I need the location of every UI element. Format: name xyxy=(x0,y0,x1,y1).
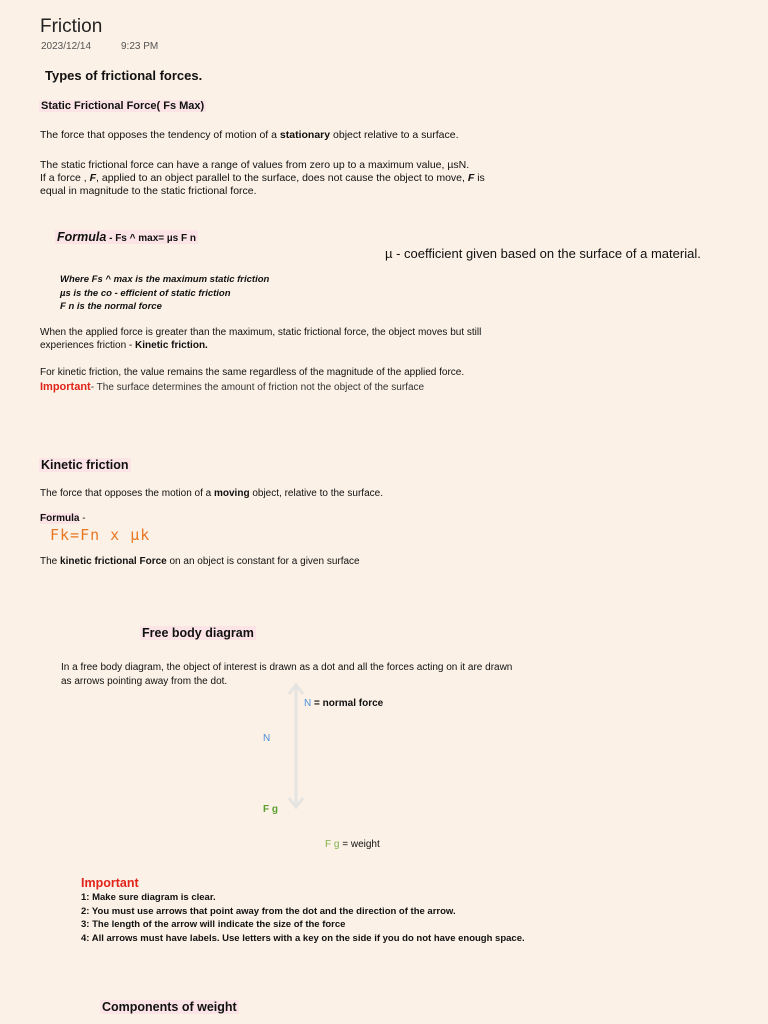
fg-label: F g xyxy=(263,804,278,815)
mu-note: µ - coefficient given based on the surface of a material. xyxy=(385,246,701,261)
static-p2-line3: equal in magnitude to the static frictional force. xyxy=(40,185,257,197)
static-p3-kinetic: Kinetic friction. xyxy=(135,340,208,351)
kinetic-formula-dash: - xyxy=(79,513,86,524)
fbd-line1: In a free body diagram, the object of interest is drawn as a dot and all the forces acting on it are drawn xyxy=(61,662,513,673)
static-p1-text-end: object relative to a surface. xyxy=(330,129,459,141)
kinetic-p1-a: The force that opposes the motion of a xyxy=(40,488,214,499)
kinetic-heading: Kinetic friction xyxy=(41,458,129,472)
important-text: - The surface determines the amount of friction not the object of the surface xyxy=(90,382,425,393)
static-p4: For kinetic friction, the value remains the same regardless of the magnitude of the applied force. xyxy=(40,367,465,378)
static-formula-text: - Fs ^ max= µs F n xyxy=(106,233,196,244)
static-p2-line2-c: , applied to an object parallel to the surface, does not cause the object to move, xyxy=(96,172,468,184)
kinetic-p1-c: object, relative to the surface. xyxy=(249,488,383,499)
kinetic-p1 xyxy=(40,487,383,500)
static-p2-line2 xyxy=(40,172,485,185)
static-p3-line2-a: experiences friction - xyxy=(40,340,136,351)
kinetic-p2-a: The xyxy=(40,556,61,567)
static-p2 xyxy=(40,159,485,198)
static-p2-line2-e: is xyxy=(474,172,485,184)
fg-key-text: = weight xyxy=(339,839,380,850)
n-key-text: = normal force xyxy=(311,698,384,709)
components-heading: Components of weight xyxy=(102,1000,237,1014)
kinetic-p2-bold: kinetic frictional Force xyxy=(60,556,167,567)
static-p2-line2-a: If a force , xyxy=(40,172,90,184)
static-where xyxy=(60,273,269,314)
n-key-letter: N xyxy=(304,698,312,709)
static-heading: Static Frictional Force( Fs Max) xyxy=(41,100,205,112)
important-item: 2: You must use arrows that point away from the dot and the direction of the arrow. xyxy=(81,905,456,917)
kinetic-formula-label xyxy=(40,513,86,524)
fg-key xyxy=(325,839,380,850)
important-heading: Important xyxy=(81,876,139,890)
kinetic-p1-bold: moving xyxy=(214,488,250,499)
fg-key-letter: F g xyxy=(325,839,340,850)
where-line: µs is the co - efficient of static friction xyxy=(60,287,231,299)
static-important xyxy=(40,381,424,394)
static-p1-text: The force that opposes the tendency of motion of a xyxy=(40,129,280,141)
static-p3-line1: When the applied force is greater than the maximum, static frictional force, the object moves but still xyxy=(40,327,482,338)
static-p2-line1: The static frictional force can have a range of values from zero up to a maximum value, µsN. xyxy=(40,159,470,171)
kinetic-p2-c: on an object is constant for a given surface xyxy=(166,556,360,567)
static-p2-force-f2: F xyxy=(467,172,475,184)
important-item: 4: All arrows must have labels. Use letters with a key on the side if you do not have enough space. xyxy=(81,932,525,944)
n-label: N xyxy=(263,733,271,744)
static-p1-bold: stationary xyxy=(279,129,331,141)
fbd-line2: as arrows pointing away from the dot. xyxy=(61,676,228,687)
static-formula-label: Formula xyxy=(57,230,107,244)
important-item: 1: Make sure diagram is clear. xyxy=(81,892,216,903)
section-title: Types of frictional forces. xyxy=(45,68,203,83)
static-p2-force-f: F xyxy=(89,172,97,184)
kinetic-formula-word: Formula xyxy=(40,513,80,524)
fbd-heading: Free body diagram xyxy=(142,626,254,640)
n-key xyxy=(304,698,383,709)
static-p3-line2 xyxy=(40,339,481,352)
page-date: 2023/12/14 xyxy=(41,41,92,52)
kinetic-formula-handwritten: Fk=Fn x µk xyxy=(50,526,151,544)
static-formula xyxy=(55,230,198,244)
where-line: Where Fs ^ max is the maximum static friction xyxy=(60,274,270,285)
page-time: 9:23 PM xyxy=(121,41,159,52)
static-p3 xyxy=(40,326,481,352)
page-title: Friction xyxy=(40,16,103,37)
important-label: Important xyxy=(40,381,91,393)
important-list xyxy=(81,891,525,945)
where-line: F n is the normal force xyxy=(60,301,162,312)
static-p1 xyxy=(40,129,459,142)
important-item: 3: The length of the arrow will indicate the size of the force xyxy=(81,919,346,930)
kinetic-p2 xyxy=(40,555,360,568)
